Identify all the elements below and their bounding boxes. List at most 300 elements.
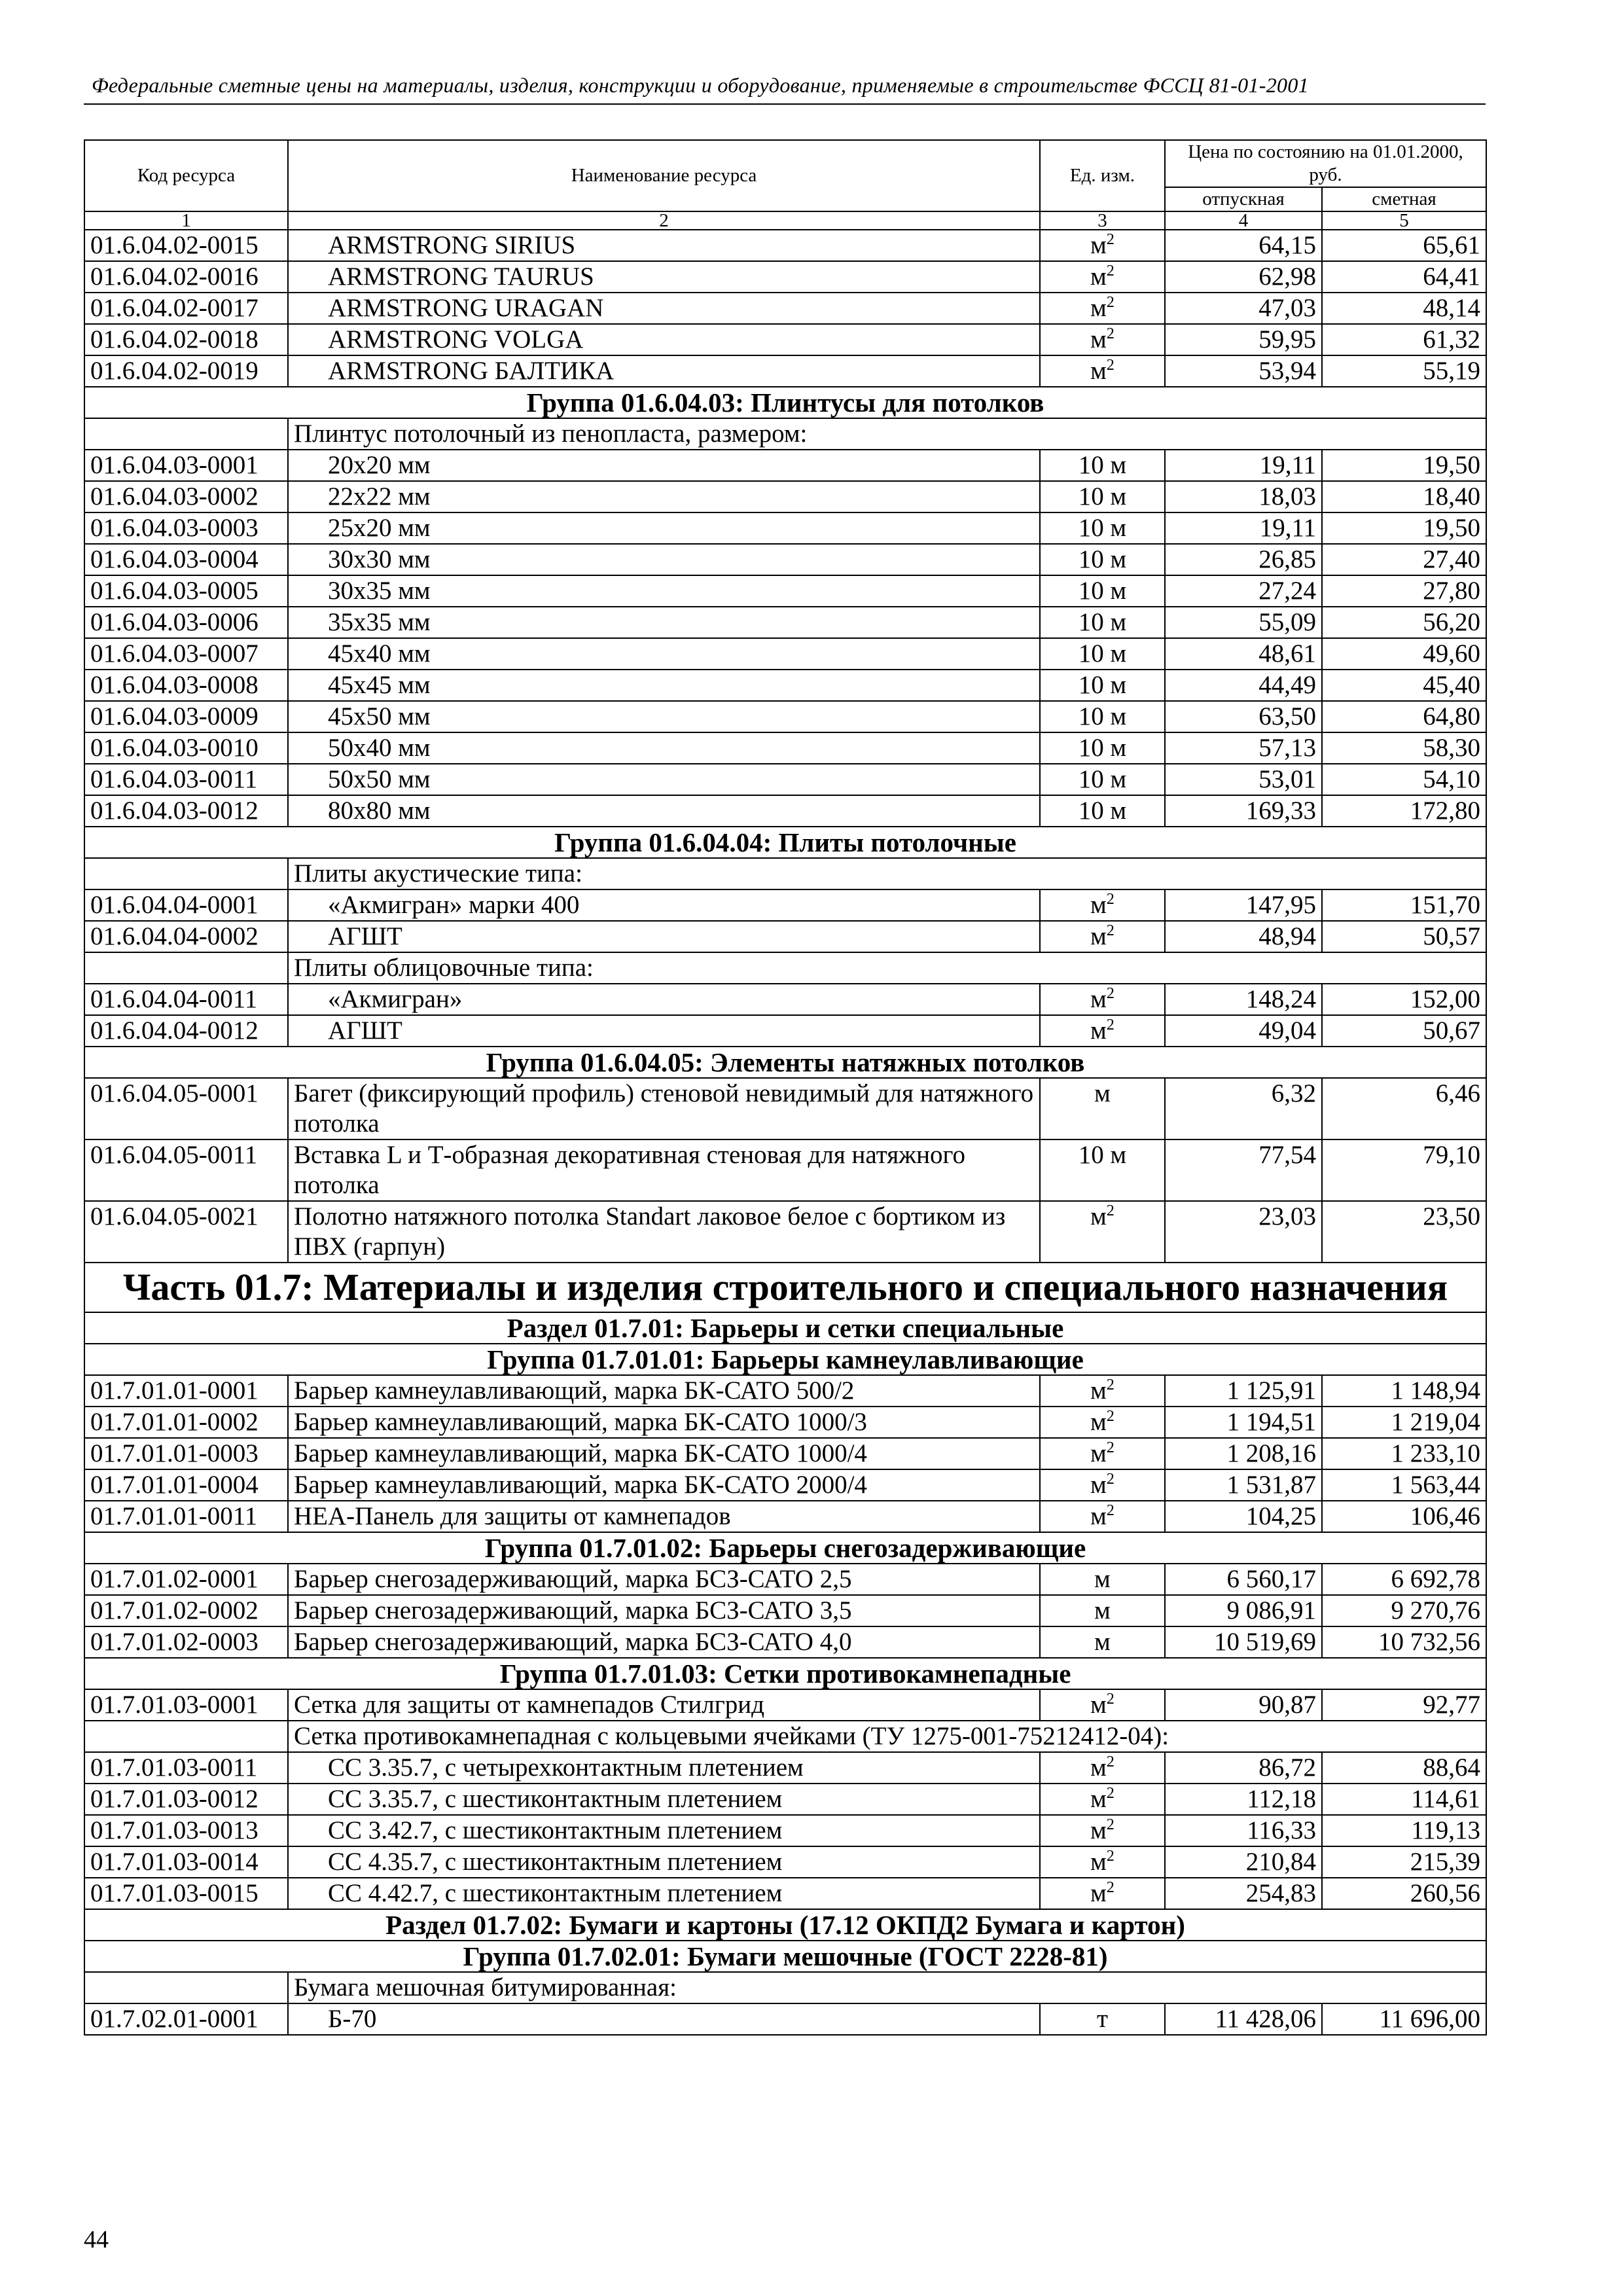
unit-text: м <box>1090 1816 1107 1844</box>
group-title: Группа 01.7.01.03: Сетки противокамнепадные <box>84 1658 1486 1689</box>
unit-text: м <box>1090 325 1107 353</box>
release-price: 59,95 <box>1165 324 1322 355</box>
resource-name: Барьер камнеулавливающий, марка БК-САТО 1000/4 <box>288 1438 1040 1469</box>
resource-name: 80х80 мм <box>288 795 1040 827</box>
table-row <box>84 1407 1486 1438</box>
group-title: Раздел 01.7.01: Барьеры и сетки специальные <box>84 1312 1486 1344</box>
table-row <box>84 607 1486 638</box>
unit-of-measure <box>1040 1375 1165 1407</box>
release-price: 48,61 <box>1165 638 1322 670</box>
estimate-price: 260,56 <box>1322 1878 1486 1909</box>
resource-name: ARMSTRONG SIRIUS <box>288 230 1040 261</box>
unit-text: м <box>1090 294 1107 322</box>
empty-code-cell <box>84 1972 288 2003</box>
estimate-price: 19,50 <box>1322 450 1486 481</box>
unit-exponent: 2 <box>1106 356 1115 374</box>
resource-name: СС 4.35.7, с шестиконтактным плетением <box>288 1846 1040 1878</box>
subheading-text: Плиты акустические типа: <box>288 858 1486 889</box>
release-price: 10 519,69 <box>1165 1626 1322 1658</box>
unit-of-measure <box>1040 1595 1165 1626</box>
column-number: 1 <box>84 211 288 230</box>
estimate-price: 1 219,04 <box>1322 1407 1486 1438</box>
resource-code: 01.7.01.03-0015 <box>84 1878 288 1909</box>
estimate-price: 50,57 <box>1322 921 1486 952</box>
resource-name: «Акмигран» <box>288 984 1040 1015</box>
resource-name: Вставка L и Т-образная декоративная стеновая для натяжного потолка <box>288 1139 1040 1201</box>
unit-text: м <box>1090 262 1107 291</box>
estimate-price: 92,77 <box>1322 1689 1486 1721</box>
group-row <box>84 1941 1486 1972</box>
empty-code-cell <box>84 1721 288 1752</box>
unit-text: 10 м <box>1078 482 1127 511</box>
resource-code: 01.7.01.03-0012 <box>84 1784 288 1815</box>
unit-of-measure <box>1040 1878 1165 1909</box>
release-price: 116,33 <box>1165 1815 1322 1846</box>
resource-code: 01.6.04.03-0001 <box>84 450 288 481</box>
resource-code: 01.6.04.03-0008 <box>84 670 288 701</box>
resource-name: СС 4.42.7, с шестиконтактным плетением <box>288 1878 1040 1909</box>
table-row <box>84 1078 1486 1139</box>
unit-exponent: 2 <box>1106 1690 1115 1708</box>
unit-of-measure <box>1040 607 1165 638</box>
unit-of-measure <box>1040 1438 1165 1469</box>
group-title: Группа 01.6.04.05: Элементы натяжных потолков <box>84 1047 1486 1078</box>
unit-text: 10 м <box>1078 702 1127 730</box>
unit-of-measure <box>1040 732 1165 764</box>
group-row <box>84 1909 1486 1941</box>
estimate-price: 9 270,76 <box>1322 1595 1486 1626</box>
unit-of-measure <box>1040 638 1165 670</box>
unit-of-measure <box>1040 889 1165 921</box>
resource-code: 01.6.04.03-0007 <box>84 638 288 670</box>
estimate-price: 50,67 <box>1322 1015 1486 1047</box>
unit-text: м <box>1090 891 1107 919</box>
unit-exponent: 2 <box>1106 984 1115 1002</box>
unit-of-measure <box>1040 1015 1165 1047</box>
release-price: 62,98 <box>1165 261 1322 293</box>
table-row <box>84 1015 1486 1047</box>
release-price: 254,83 <box>1165 1878 1322 1909</box>
estimate-price: 114,61 <box>1322 1784 1486 1815</box>
estimate-price: 106,46 <box>1322 1501 1486 1532</box>
release-price: 90,87 <box>1165 1689 1322 1721</box>
resource-code: 01.7.01.03-0014 <box>84 1846 288 1878</box>
table-row <box>84 1139 1486 1201</box>
table-row <box>84 450 1486 481</box>
unit-text: 10 м <box>1078 577 1127 605</box>
release-price: 47,03 <box>1165 293 1322 324</box>
table-row <box>84 261 1486 293</box>
resource-code: 01.6.04.04-0001 <box>84 889 288 921</box>
resource-code: 01.6.04.03-0005 <box>84 575 288 607</box>
unit-of-measure <box>1040 1815 1165 1846</box>
unit-of-measure <box>1040 355 1165 387</box>
release-price: 48,94 <box>1165 921 1322 952</box>
unit-of-measure <box>1040 795 1165 827</box>
unit-text: м <box>1090 1439 1107 1467</box>
table-row <box>84 293 1486 324</box>
table-row <box>84 1201 1486 1263</box>
resource-code: 01.6.04.05-0021 <box>84 1201 288 1263</box>
unit-of-measure <box>1040 764 1165 795</box>
unit-exponent: 2 <box>1106 1016 1115 1033</box>
release-price: 147,95 <box>1165 889 1322 921</box>
unit-of-measure <box>1040 984 1165 1015</box>
resource-code: 01.7.01.01-0002 <box>84 1407 288 1438</box>
table-row <box>84 921 1486 952</box>
unit-of-measure <box>1040 512 1165 544</box>
subheading-row <box>84 952 1486 984</box>
unit-text: м <box>1090 1016 1107 1045</box>
table-row <box>84 1784 1486 1815</box>
header-estimate-price: сметная <box>1322 187 1486 211</box>
table-row <box>84 544 1486 575</box>
estimate-price: 1 563,44 <box>1322 1469 1486 1501</box>
subheading-text: Бумага мешочная битумированная: <box>288 1972 1486 2003</box>
group-row <box>84 1047 1486 1078</box>
unit-of-measure <box>1040 261 1165 293</box>
resource-code: 01.7.01.02-0001 <box>84 1564 288 1595</box>
group-row <box>84 1344 1486 1375</box>
table-row <box>84 1375 1486 1407</box>
resource-code: 01.6.04.02-0018 <box>84 324 288 355</box>
subheading-text: Плиты облицовочные типа: <box>288 952 1486 984</box>
release-price: 6 560,17 <box>1165 1564 1322 1595</box>
unit-of-measure <box>1040 1469 1165 1501</box>
estimate-price: 27,80 <box>1322 575 1486 607</box>
table-row <box>84 1689 1486 1721</box>
resource-name: Полотно натяжного потолка Standart лаковое белое с бортиком из ПВХ (гарпун) <box>288 1201 1040 1263</box>
estimate-price: 64,41 <box>1322 261 1486 293</box>
release-price: 210,84 <box>1165 1846 1322 1878</box>
unit-text: 10 м <box>1078 765 1127 793</box>
unit-of-measure <box>1040 1139 1165 1201</box>
resource-code: 01.6.04.03-0003 <box>84 512 288 544</box>
group-title: Группа 01.7.01.01: Барьеры камнеулавливающие <box>84 1344 1486 1375</box>
resource-name: 45х45 мм <box>288 670 1040 701</box>
part-row <box>84 1263 1486 1312</box>
unit-text: 10 м <box>1078 1141 1127 1169</box>
table-row <box>84 2003 1486 2035</box>
resource-name: 22х22 мм <box>288 481 1040 512</box>
estimate-price: 215,39 <box>1322 1846 1486 1878</box>
table-row <box>84 1595 1486 1626</box>
table-row <box>84 230 1486 261</box>
table-row <box>84 1878 1486 1909</box>
table-row <box>84 575 1486 607</box>
unit-of-measure <box>1040 544 1165 575</box>
unit-exponent: 2 <box>1106 922 1115 939</box>
table-row <box>84 889 1486 921</box>
table-row <box>84 1846 1486 1878</box>
unit-text: м <box>1090 985 1107 1013</box>
unit-text: м <box>1090 922 1107 950</box>
resource-code: 01.6.04.05-0011 <box>84 1139 288 1201</box>
estimate-price: 151,70 <box>1322 889 1486 921</box>
release-price: 77,54 <box>1165 1139 1322 1201</box>
resource-code: 01.7.01.01-0011 <box>84 1501 288 1532</box>
estimate-price: 65,61 <box>1322 230 1486 261</box>
release-price: 1 208,16 <box>1165 1438 1322 1469</box>
estimate-price: 88,64 <box>1322 1752 1486 1784</box>
subheading-row <box>84 1721 1486 1752</box>
unit-text: м <box>1094 1079 1111 1107</box>
table-row <box>84 638 1486 670</box>
running-header: Федеральные сметные цены на материалы, изделия, конструкции и оборудование, применяемые в строительстве ФССЦ 81-01-2001 <box>92 73 1309 97</box>
column-number: 4 <box>1165 211 1322 230</box>
resource-name: АГШТ <box>288 921 1040 952</box>
release-price: 57,13 <box>1165 732 1322 764</box>
unit-of-measure <box>1040 921 1165 952</box>
column-number: 5 <box>1322 211 1486 230</box>
header-name: Наименование ресурса <box>288 140 1040 211</box>
unit-of-measure <box>1040 1784 1165 1815</box>
unit-text: 10 м <box>1078 608 1127 636</box>
unit-of-measure <box>1040 1501 1165 1532</box>
unit-of-measure <box>1040 1626 1165 1658</box>
table-row <box>84 701 1486 732</box>
resource-name: ARMSTRONG TAURUS <box>288 261 1040 293</box>
resource-name: Барьер камнеулавливающий, марка БК-САТО 500/2 <box>288 1375 1040 1407</box>
estimate-price: 55,19 <box>1322 355 1486 387</box>
release-price: 112,18 <box>1165 1784 1322 1815</box>
unit-text: 10 м <box>1078 451 1127 479</box>
unit-of-measure <box>1040 1201 1165 1263</box>
resource-name: Багет (фиксирующий профиль) стеновой невидимый для натяжного потолка <box>288 1078 1040 1139</box>
release-price: 9 086,91 <box>1165 1595 1322 1626</box>
release-price: 55,09 <box>1165 607 1322 638</box>
estimate-price: 152,00 <box>1322 984 1486 1015</box>
release-price: 104,25 <box>1165 1501 1322 1532</box>
resource-name: Барьер снегозадерживающий, марка БСЗ-САТО 3,5 <box>288 1595 1040 1626</box>
estimate-price: 1 148,94 <box>1322 1375 1486 1407</box>
unit-exponent: 2 <box>1106 1439 1115 1456</box>
resource-name: ARMSTRONG URAGAN <box>288 293 1040 324</box>
unit-of-measure <box>1040 1689 1165 1721</box>
resource-code: 01.6.04.02-0017 <box>84 293 288 324</box>
release-price: 19,11 <box>1165 450 1322 481</box>
group-row <box>84 827 1486 858</box>
resource-code: 01.6.04.04-0012 <box>84 1015 288 1047</box>
estimate-price: 18,40 <box>1322 481 1486 512</box>
release-price: 169,33 <box>1165 795 1322 827</box>
resource-code: 01.7.02.01-0001 <box>84 2003 288 2035</box>
group-title: Группа 01.6.04.03: Плинтусы для потолков <box>84 387 1486 418</box>
empty-code-cell <box>84 952 288 984</box>
resource-name: НЕА-Панель для защиты от камнепадов <box>288 1501 1040 1532</box>
table-row <box>84 1469 1486 1501</box>
part-title: Часть 01.7: Материалы и изделия строительного и специального назначения <box>84 1263 1486 1312</box>
unit-of-measure <box>1040 293 1165 324</box>
unit-exponent: 2 <box>1106 262 1115 279</box>
column-number: 3 <box>1040 211 1165 230</box>
unit-of-measure <box>1040 1407 1165 1438</box>
unit-of-measure <box>1040 230 1165 261</box>
estimate-price: 27,40 <box>1322 544 1486 575</box>
unit-exponent: 2 <box>1106 1847 1115 1865</box>
estimate-price: 58,30 <box>1322 732 1486 764</box>
unit-exponent: 2 <box>1106 1501 1115 1519</box>
estimate-price: 56,20 <box>1322 607 1486 638</box>
table-row <box>84 984 1486 1015</box>
page-number: 44 <box>84 2226 109 2253</box>
unit-of-measure <box>1040 324 1165 355</box>
group-row <box>84 1312 1486 1344</box>
subheading-row <box>84 418 1486 450</box>
unit-text: м <box>1090 1785 1107 1813</box>
release-price: 27,24 <box>1165 575 1322 607</box>
resource-code: 01.6.04.03-0002 <box>84 481 288 512</box>
release-price: 1 125,91 <box>1165 1375 1322 1407</box>
unit-exponent: 2 <box>1106 1878 1115 1896</box>
resource-name: Сетка для защиты от камнепадов Стилгрид <box>288 1689 1040 1721</box>
price-table <box>84 139 1487 2036</box>
unit-text: м <box>1090 1753 1107 1782</box>
estimate-price: 19,50 <box>1322 512 1486 544</box>
resource-code: 01.7.01.03-0011 <box>84 1752 288 1784</box>
release-price: 86,72 <box>1165 1752 1322 1784</box>
unit-of-measure <box>1040 701 1165 732</box>
estimate-price: 23,50 <box>1322 1201 1486 1263</box>
table-header <box>84 140 1486 230</box>
subheading-row <box>84 1972 1486 2003</box>
unit-of-measure <box>1040 575 1165 607</box>
unit-text: м <box>1090 1848 1107 1876</box>
release-price: 53,01 <box>1165 764 1322 795</box>
header-release-price: отпускная <box>1165 187 1322 211</box>
estimate-price: 49,60 <box>1322 638 1486 670</box>
unit-exponent: 2 <box>1106 325 1115 342</box>
release-price: 53,94 <box>1165 355 1322 387</box>
unit-text: м <box>1090 1471 1107 1499</box>
resource-code: 01.7.01.03-0013 <box>84 1815 288 1846</box>
group-row <box>84 1532 1486 1564</box>
resource-code: 01.6.04.04-0002 <box>84 921 288 952</box>
resource-code: 01.6.04.03-0010 <box>84 732 288 764</box>
resource-name: Барьер камнеулавливающий, марка БК-САТО 1000/3 <box>288 1407 1040 1438</box>
resource-code: 01.6.04.03-0009 <box>84 701 288 732</box>
header-rule <box>84 103 1486 105</box>
unit-text: м <box>1090 1691 1107 1719</box>
resource-code: 01.7.01.02-0003 <box>84 1626 288 1658</box>
resource-name: 50х50 мм <box>288 764 1040 795</box>
subheading-text: Плинтус потолочный из пенопласта, размером: <box>288 418 1486 450</box>
release-price: 49,04 <box>1165 1015 1322 1047</box>
estimate-price: 6 692,78 <box>1322 1564 1486 1595</box>
resource-code: 01.7.01.03-0001 <box>84 1689 288 1721</box>
estimate-price: 79,10 <box>1322 1139 1486 1201</box>
unit-text: м <box>1094 1596 1111 1624</box>
release-price: 18,03 <box>1165 481 1322 512</box>
estimate-price: 11 696,00 <box>1322 2003 1486 2035</box>
release-price: 63,50 <box>1165 701 1322 732</box>
unit-text: м <box>1094 1628 1111 1656</box>
unit-text: м <box>1090 357 1107 385</box>
empty-code-cell <box>84 418 288 450</box>
table-row <box>84 1815 1486 1846</box>
group-row <box>84 1658 1486 1689</box>
unit-text: м <box>1090 1408 1107 1436</box>
resource-name: Барьер камнеулавливающий, марка БК-САТО 2000/4 <box>288 1469 1040 1501</box>
table-row <box>84 732 1486 764</box>
group-title: Группа 01.7.01.02: Барьеры снегозадерживающие <box>84 1532 1486 1564</box>
resource-name: 50х40 мм <box>288 732 1040 764</box>
resource-code: 01.7.01.01-0001 <box>84 1375 288 1407</box>
unit-text: м <box>1090 1502 1107 1530</box>
release-price: 23,03 <box>1165 1201 1322 1263</box>
estimate-price: 48,14 <box>1322 293 1486 324</box>
subheading-row <box>84 858 1486 889</box>
resource-name: 35х35 мм <box>288 607 1040 638</box>
unit-text: 10 м <box>1078 734 1127 762</box>
resource-name: СС 3.35.7, с шестиконтактным плетением <box>288 1784 1040 1815</box>
resource-name: СС 3.42.7, с шестиконтактным плетением <box>288 1815 1040 1846</box>
table-row <box>84 1564 1486 1595</box>
estimate-price: 64,80 <box>1322 701 1486 732</box>
table-row <box>84 764 1486 795</box>
resource-code: 01.6.04.03-0004 <box>84 544 288 575</box>
unit-exponent: 2 <box>1106 890 1115 908</box>
unit-exponent: 2 <box>1106 1753 1115 1770</box>
table-row <box>84 1438 1486 1469</box>
release-price: 19,11 <box>1165 512 1322 544</box>
resource-code: 01.6.04.03-0012 <box>84 795 288 827</box>
column-number: 2 <box>288 211 1040 230</box>
release-price: 1 194,51 <box>1165 1407 1322 1438</box>
unit-exponent: 2 <box>1106 293 1115 311</box>
unit-text: м <box>1090 1879 1107 1907</box>
release-price: 1 531,87 <box>1165 1469 1322 1501</box>
table-row <box>84 795 1486 827</box>
resource-code: 01.7.01.01-0004 <box>84 1469 288 1501</box>
resource-code: 01.6.04.04-0011 <box>84 984 288 1015</box>
unit-of-measure <box>1040 450 1165 481</box>
resource-name: ARMSTRONG VOLGA <box>288 324 1040 355</box>
table-row <box>84 355 1486 387</box>
unit-of-measure <box>1040 1564 1165 1595</box>
unit-text: 10 м <box>1078 797 1127 825</box>
table-row <box>84 1752 1486 1784</box>
table-row <box>84 481 1486 512</box>
estimate-price: 172,80 <box>1322 795 1486 827</box>
estimate-price: 45,40 <box>1322 670 1486 701</box>
unit-exponent: 2 <box>1106 1816 1115 1833</box>
resource-name: АГШТ <box>288 1015 1040 1047</box>
resource-name: 45х50 мм <box>288 701 1040 732</box>
group-row <box>84 387 1486 418</box>
unit-text: 10 м <box>1078 545 1127 573</box>
release-price: 148,24 <box>1165 984 1322 1015</box>
subheading-text: Сетка противокамнепадная с кольцевыми ячейками (ТУ 1275-001-75212412-04): <box>288 1721 1486 1752</box>
unit-of-measure <box>1040 481 1165 512</box>
unit-text: 10 м <box>1078 639 1127 668</box>
unit-of-measure <box>1040 1752 1165 1784</box>
header-unit: Ед. изм. <box>1040 140 1165 211</box>
header-code: Код ресурса <box>84 140 288 211</box>
estimate-price: 1 233,10 <box>1322 1438 1486 1469</box>
resource-code: 01.7.01.01-0003 <box>84 1438 288 1469</box>
unit-text: т <box>1096 2005 1109 2033</box>
unit-exponent: 2 <box>1106 1407 1115 1425</box>
group-title: Группа 01.7.02.01: Бумаги мешочные (ГОСТ 2228-81) <box>84 1941 1486 1972</box>
release-price: 64,15 <box>1165 230 1322 261</box>
release-price: 26,85 <box>1165 544 1322 575</box>
table-body <box>84 230 1486 2035</box>
unit-exponent: 2 <box>1106 1470 1115 1488</box>
resource-code: 01.6.04.03-0006 <box>84 607 288 638</box>
resource-code: 01.6.04.02-0019 <box>84 355 288 387</box>
table-row <box>84 670 1486 701</box>
